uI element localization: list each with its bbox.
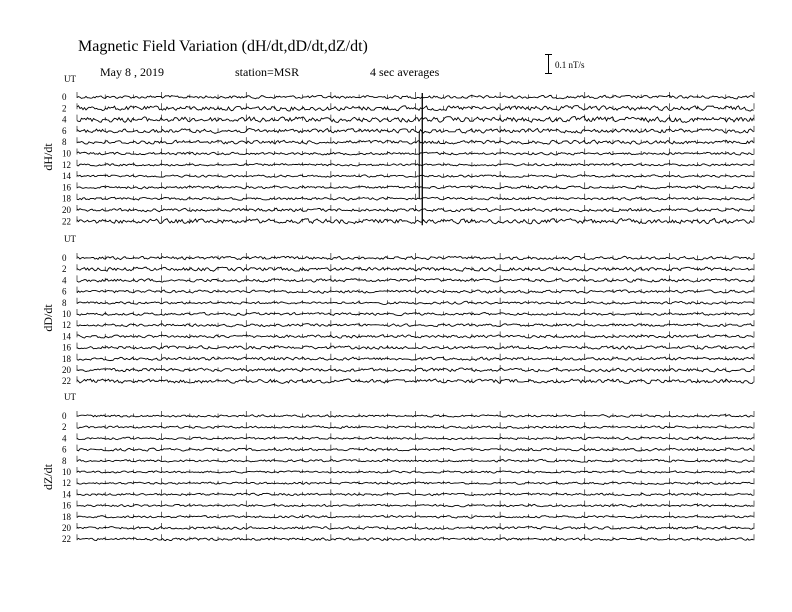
trace-label: 8 xyxy=(62,455,67,466)
trace-label: 12 xyxy=(62,320,71,331)
panel-ylabel: dH/dt xyxy=(41,143,55,171)
trace-label: 0 xyxy=(62,92,67,102)
station-label: station=MSR xyxy=(235,65,300,79)
trace-label: 6 xyxy=(62,125,67,136)
trace-label: 16 xyxy=(62,342,71,353)
trace-label: 16 xyxy=(62,500,71,511)
trace-label: 0 xyxy=(62,411,67,421)
trace-label: 0 xyxy=(62,253,67,263)
trace-label: 12 xyxy=(62,159,71,170)
trace-label: 8 xyxy=(62,137,67,148)
ut-axis-label: UT xyxy=(64,234,76,244)
trace-label: 10 xyxy=(62,467,71,477)
trace-label: 12 xyxy=(62,478,71,489)
panel-ylabel: dD/dt xyxy=(41,304,55,332)
trace-label: 8 xyxy=(62,297,67,308)
trace-label: 20 xyxy=(62,523,71,533)
trace-label: 4 xyxy=(62,275,67,286)
trace-label: 22 xyxy=(62,534,71,545)
trace-label: 14 xyxy=(62,489,71,500)
trace-label: 10 xyxy=(62,148,71,159)
trace-label: 18 xyxy=(62,353,71,364)
trace-label: 2 xyxy=(62,422,67,433)
page-title: Magnetic Field Variation (dH/dt,dD/dt,dZ/dt) xyxy=(78,38,368,55)
trace-label: 22 xyxy=(62,216,71,227)
trace-label: 20 xyxy=(62,205,71,215)
trace-label: 4 xyxy=(62,433,67,444)
trace-label: 16 xyxy=(62,182,71,193)
trace-label: 10 xyxy=(62,309,71,319)
scale-label: 0.1 nT/s xyxy=(555,60,585,70)
date-label: May 8 , 2019 xyxy=(100,65,164,79)
trace-label: 14 xyxy=(62,171,71,182)
ut-axis-label: UT xyxy=(64,74,76,84)
averaging-label: 4 sec averages xyxy=(370,65,440,79)
trace-label: 14 xyxy=(62,331,71,342)
trace-label: 18 xyxy=(62,193,71,204)
trace-label: 18 xyxy=(62,511,71,522)
trace-label: 20 xyxy=(62,365,71,375)
trace-label: 22 xyxy=(62,376,71,387)
trace-label: 6 xyxy=(62,286,67,297)
panel-ylabel: dZ/dt xyxy=(41,464,55,490)
trace-label: 4 xyxy=(62,114,67,125)
trace-label: 6 xyxy=(62,444,67,455)
ut-axis-label: UT xyxy=(64,392,76,402)
trace-label: 2 xyxy=(62,103,67,114)
trace-label: 2 xyxy=(62,264,67,275)
